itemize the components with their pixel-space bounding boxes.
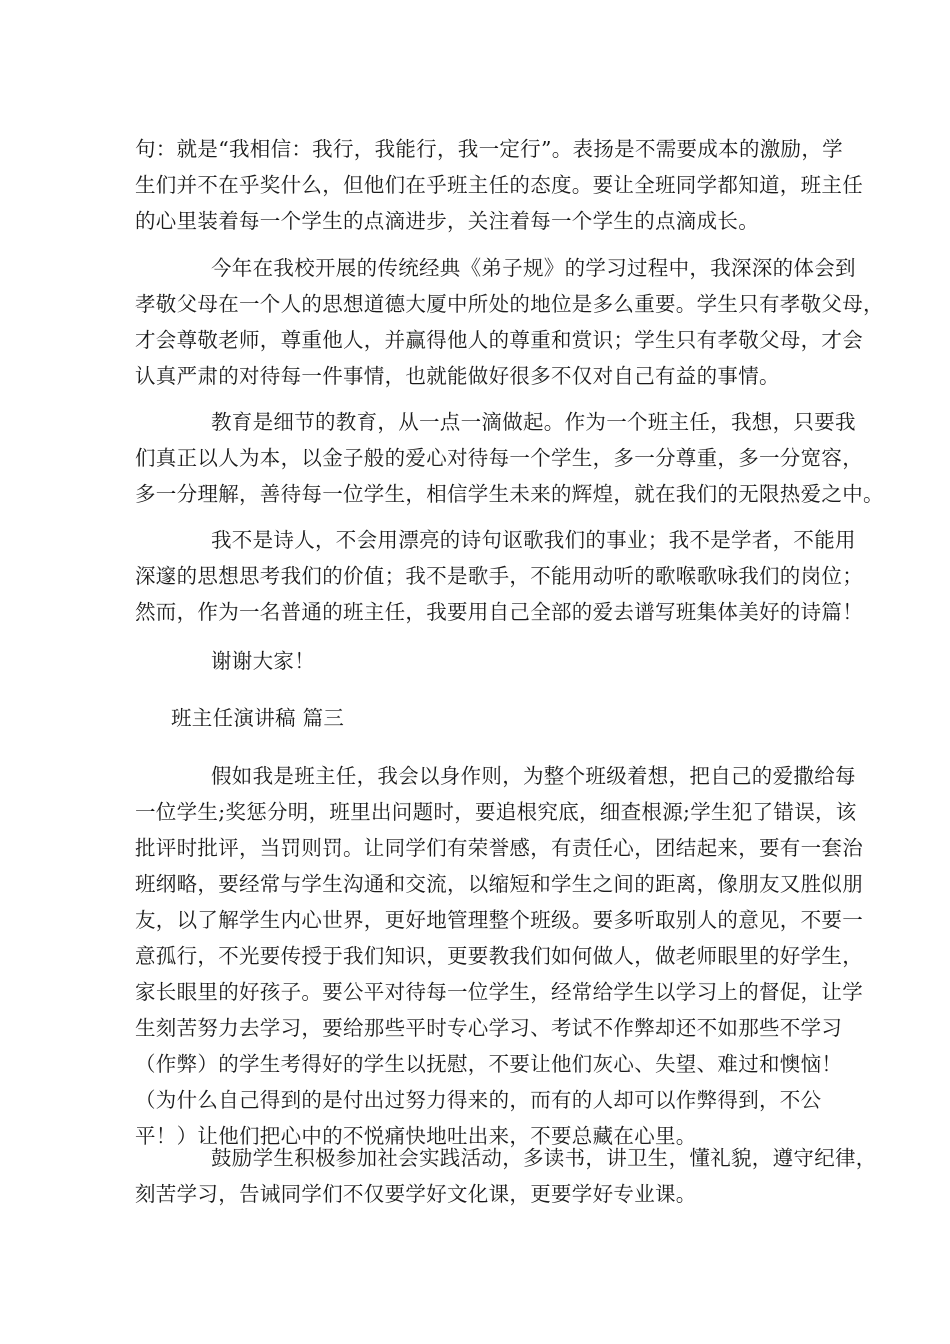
text-line: 一位学生;奖惩分明，班里出问题时，要追根究底，细查根源;学生犯了错误，该: [135, 800, 857, 824]
text-line: 友，以了解学生内心世界，更好地管理整个班级。要多听取别人的意见，不要一: [135, 908, 863, 932]
paragraph-2: [135, 250, 884, 394]
text-line: 平！）让他们把心中的不悦痛快地吐出来，不要总藏在心里。: [135, 1124, 697, 1148]
text-line: 今年在我校开展的传统经典《弟子规》的学习过程中，我深深的体会到: [211, 256, 856, 280]
text-line: 假如我是班主任，我会以身作则，为整个班级着想，把自己的爱撒给每: [211, 764, 856, 788]
text-line: 才会尊敬老师，尊重他人，并赢得他人的尊重和赏识；学生只有孝敬父母，才会: [135, 328, 863, 352]
text-line: 批评时批评，当罚则罚。让同学们有荣誉感，有责任心，团结起来，要有一套治: [135, 836, 863, 860]
text-line: 句：就是“我相信：我行，我能行，我一定行”。表扬是不需要成本的激励，学: [135, 137, 843, 161]
paragraph-4: [135, 522, 863, 630]
paragraph-1: [135, 131, 863, 239]
text-line: 们真正以人为本，以金子般的爱心对待每一个学生，多一分尊重，多一分宽容，: [135, 446, 863, 470]
section-heading: [135, 700, 825, 736]
text-line: 谢谢大家！: [211, 649, 315, 673]
text-line: 孝敬父母在一个人的思想道德大厦中所处的地位是多么重要。学生只有孝敬父母，: [135, 292, 884, 316]
text-line: （为什么自己得到的是付出过努力得来的，而有的人却可以作弊得到，不公: [135, 1088, 822, 1112]
text-line: 意孤行，不光要传授于我们知识，更要教我们如何做人，做老师眼里的好学生，: [135, 944, 863, 968]
text-line: 教育是细节的教育，从一点一滴做起。作为一个班主任，我想，只要我: [211, 410, 856, 434]
text-line: 认真严肃的对待每一件事情，也就能做好很多不仅对自己有益的事情。: [135, 364, 780, 388]
text-line: 刻苦学习，告诫同学们不仅要学好文化课，更要学好专业课。: [135, 1182, 697, 1206]
text-line: 生刻苦努力去学习，要给那些平时专心学习、考试不作弊却还不如那些不学习: [135, 1016, 843, 1040]
paragraph-thanks: [135, 643, 825, 679]
text-line: 家长眼里的好孩子。要公平对待每一位学生，经常给学生以学习上的督促，让学: [135, 980, 863, 1004]
paragraph-7: [135, 1140, 877, 1212]
text-line: 我不是诗人，不会用漂亮的诗句讴歌我们的事业；我不是学者，不能用: [211, 528, 856, 552]
text-line: 生们并不在乎奖什么，但他们在乎班主任的态度。要让全班同学都知道，班主任: [135, 173, 863, 197]
heading-text: 班主任演讲稿 篇三: [171, 706, 345, 730]
paragraph-6: [135, 758, 863, 1154]
text-line: 班纲略，要经常与学生沟通和交流，以缩短和学生之间的距离，像朋友又胜似朋: [135, 872, 863, 896]
text-line: 深邃的思想思考我们的价值；我不是歌手，不能用动听的歌喉歌咏我们的岗位；: [135, 564, 863, 588]
text-line: 多一分理解，善待每一位学生，相信学生未来的辉煌，就在我们的无限热爱之中。: [135, 482, 884, 506]
text-line: （作弊）的学生考得好的学生以抚慰，不要让他们灰心、失望、难过和懊恼！: [135, 1052, 843, 1076]
text-line: 的心里装着每一个学生的点滴进步，关注着每一个学生的点滴成长。: [135, 209, 759, 233]
text-line: 然而，作为一名普通的班主任，我要用自己全部的爱去谱写班集体美好的诗篇！: [135, 600, 863, 624]
paragraph-3: [135, 404, 884, 512]
text-line: 鼓励学生积极参加社会实践活动，多读书，讲卫生，懂礼貌，遵守纪律，: [211, 1146, 877, 1170]
